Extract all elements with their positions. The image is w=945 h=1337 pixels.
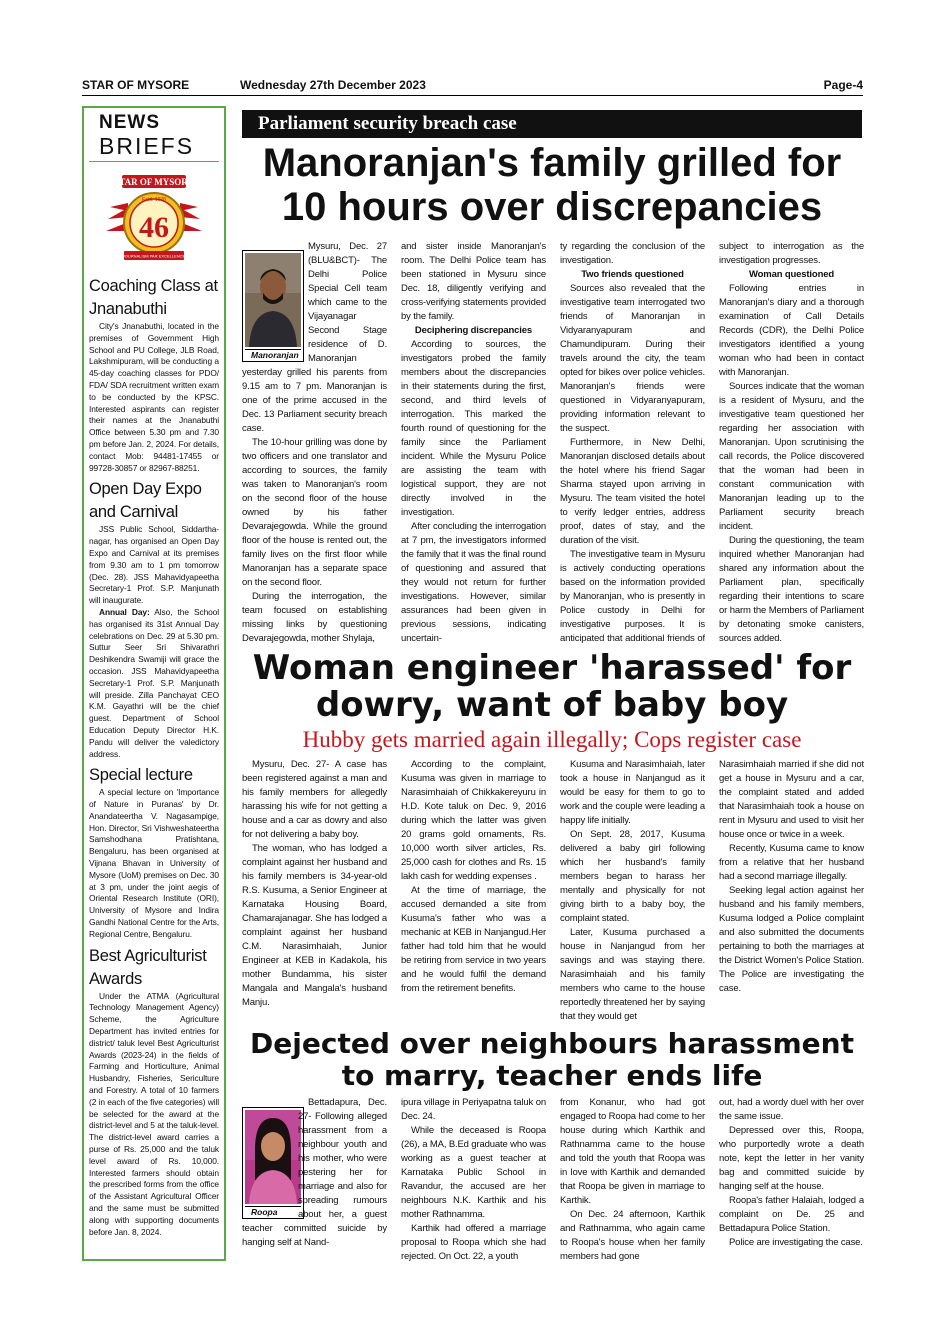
subheading: Two friends questioned bbox=[581, 269, 684, 280]
photo-caption: Roopa bbox=[245, 1206, 301, 1217]
story3-column-4 bbox=[719, 1096, 864, 1266]
paragraph: out, had a wordy duel with her over the same issue. bbox=[719, 1097, 864, 1122]
paragraph: After concluding the interrogation at 7 pm, the investigators informed the family that it was the final round of questioning and assured that they would not return for further investigations. However, similar assurances had been given in previous sessions, indicating uncertain- bbox=[401, 521, 546, 644]
headline-line: Dejected over neighbours harassment bbox=[250, 1027, 854, 1060]
brief-headline: Coaching Class at Jnanabuthi bbox=[89, 277, 218, 318]
paragraph: Following entries in Manoranjan's diary and a thorough examination of Call Details Records (CDR), the Delhi Police investigators identified a young woman who had been in contact with Manoranjan. bbox=[719, 283, 864, 378]
page-number: Page-4 bbox=[823, 78, 863, 92]
headline bbox=[242, 141, 862, 229]
photo-spacer bbox=[242, 1096, 298, 1219]
brief-headline: Open Day Expo and Carnival bbox=[89, 480, 202, 522]
paragraph: At the time of marriage, the accused demanded a site from Kusuma's father who was a mechanic at KEB in Nanjangud.Her father had told him that he would be retiring from service in two years and he would fulfil the demand from the retirement benefits. bbox=[401, 885, 546, 994]
news-briefs-subtitle: BRIEFS bbox=[99, 133, 195, 159]
paragraph: Recently, Kusuma came to know from a relative that her husband had a second marriage illegally. bbox=[719, 843, 864, 882]
paragraph: and sister inside Manoranjan's room. The Delhi Police team has been stationed in Mysuru since Dec. 18, diligently verifying and cross-verifying statements provided by the family. bbox=[401, 241, 546, 322]
story3-column-1 bbox=[242, 1096, 387, 1266]
story1-column-1 bbox=[242, 240, 387, 648]
paragraph: On Dec. 24 afternoon, Karthik and Rathnamma, who again came to Roopa's house when her family members had gone bbox=[560, 1209, 705, 1262]
brief-body: Under the ATMA (Agricultural Technology Management Agency) Scheme, the Agriculture Department has invited entries for district/ taluk level Best Agriculturist Awards (2023-24) in the fields of Farming and Horticulture, Animal Husbandry, Fisheries, Sericulture and Forestry. A total of 10 farmers (2 in each of the five categories) will be selected for the award at the district-level and 5 at the taluk-level. The district-level award carries a purse of Rs. 25,000 and the taluk level award of Rs. 10,000. Interested farmers should obtain the prescribed forms from the office of the Assistant Agricultural Officer and the same must be submitted along with supporting documents before Jan. 8, 2024. bbox=[89, 990, 219, 1237]
paragraph: Police are investigating the case. bbox=[729, 1237, 863, 1248]
story1-column-2 bbox=[401, 240, 546, 648]
paragraph: According to sources, the investigators probed the family members about the discrepancies in their statements during the first, second, and third levels of interrogation. This marked the fourth round of questioning for the family since the Parliament incident. While the Mysuru Police are assisting the team with logistical support, they are not directly involved in the investigation. bbox=[401, 339, 546, 518]
svg-text:Estd. 1978: Estd. 1978 bbox=[142, 197, 166, 203]
paragraph: from Konanur, who had got engaged to Roopa had come to her house during which Karthik and Rathnamma came to the house and told the youth that Roopa was in love with Karthik and demanded that Roopa be given in marriage to Karthik. bbox=[560, 1097, 705, 1206]
paragraph: Sources indicate that the woman is a resident of Mysuru, and the investigative team questioned her regarding her association with Manoranjan. Upon scrutinising the call records, the Police discovered that the woman had been in constant communication with Manoranjan leading up to the Parliament security breach incident. bbox=[719, 381, 864, 532]
paragraph: Karthik had offered a marriage proposal to Roopa which she had rejected. On Oct. 22, a youth bbox=[401, 1223, 546, 1262]
anniversary-logo-icon bbox=[104, 167, 204, 269]
paragraph bbox=[242, 240, 387, 436]
headline-line: 10 hours over discrepancies bbox=[281, 185, 823, 229]
paragraph: ipura village in Periyapatna taluk on Dec. 24. bbox=[401, 1097, 546, 1122]
story1-column-3 bbox=[560, 240, 705, 648]
paragraph: On Sept. 28, 2017, Kusuma delivered a baby girl following which her husband's family members began to harass her mentally and physically for not giving birth to a baby boy, the complaint stated. bbox=[560, 829, 705, 924]
headline bbox=[242, 650, 862, 724]
story1-column-4 bbox=[719, 240, 864, 648]
headline-line: Manoranjan's family grilled for bbox=[262, 141, 842, 185]
story2-column-4 bbox=[719, 758, 864, 1026]
story3-column-2 bbox=[401, 1096, 546, 1266]
brief-text: Also, the School has organised its 31st Annual Day celebrations on Dec. 29 at 5.30 pm. Suttur Seer Sri Shivarathri Deshikendra Swamiji will grace the occasion. JSS Mahavidyapeetha Secretary-1 Prof. S.P. Manjunath will preside. Zilla Panchayat CEO K.M. Gayathri will be the chief guest. Department of School Education Deputy Director H.K. Pandu will deliver the valedictory address. bbox=[89, 606, 220, 759]
brief-body: JSS Public School, Siddartha-nagar, has organised an Open Day Expo and Carnival at its premises from 9.30 am to 1 pm tomorrow (Dec. 28). JSS Mahavidyapeetha Secretary-1 Prof. S.P. Manjunath will inaugurate. bbox=[89, 524, 219, 606]
svg-text:JOURNALISM PAR EXCELLENCE: JOURNALISM PAR EXCELLENCE bbox=[122, 253, 186, 259]
brief-headline: Best Agriculturist Awards bbox=[89, 946, 207, 988]
paragraph: Kusuma and Narasimhaiah, later took a house in Nanjangud as it would be easy for them to go to work and the couple were leading a happy life initially. bbox=[560, 759, 705, 826]
issue-date: Wednesday 27th December 2023 bbox=[240, 78, 426, 92]
story2-column-1 bbox=[242, 758, 387, 1026]
paragraph: According to the complaint, Kusuma was given in marriage to Narasimhaiah of Chikkakereyuru in H.D. Kote taluk on Dec. 9, 2016 during which the latter was given 20 grams gold ornaments, Rs. 10,000 worth silver articles, Rs. 25,000 cash for clothes and Rs. 15 lakh cash for wedding expenses . bbox=[401, 759, 546, 882]
paragraph: The woman, who has lodged a complaint against her husband and his family members is 34-year-old R.S. Kusuma, a Senior Engineer at Karnataka Housing Board, Chamarajanagar. She has lodged a complaint against her husband C.M. Narasimhaiah, Junior Engineer at KEB in Kadakola, his mother Bundamma, his sister Mangala and Mangala's husband Manju. bbox=[242, 843, 387, 1008]
news-briefs-sidebar bbox=[82, 106, 226, 1261]
brief-body: City's Jnanabuthi, located in the premises of Government High School and PU College, JLB Road, Lakshmipuram, will be conducting a 45-day coaching classes for PDO/ FDA/ SDA recruitment written exam to be conducted by the KPSC. Interested aspirants can register their names at the Jnanabuthi Office between 5.30 pm and 7.30 pm before Jan. 2, 2024. For details, contact Mob: 94481-17455 or 99728-30857 or 82967-88251. bbox=[89, 321, 219, 473]
subheading: Woman questioned bbox=[748, 269, 835, 280]
news-briefs-title: NEWS bbox=[99, 112, 160, 133]
paragraph: subject to interrogation as the investigation progresses. bbox=[719, 241, 864, 266]
svg-text:STAR OF MYSORE: STAR OF MYSORE bbox=[114, 177, 194, 187]
red-subheadline: Hubby gets married again illegally; Cops register case bbox=[302, 727, 802, 752]
divider bbox=[89, 161, 219, 162]
photo-caption: Manoranjan bbox=[245, 349, 301, 360]
paragraph: During the interrogation, the team focused on establishing missing links by questioning Devarajegowda, mother Shylaja, bbox=[242, 591, 387, 644]
paragraph: Seeking legal action against her husband and his family members, Kusuma lodged a Police complaint and also submitted the documents pertaining to both the marriages at the District Women's Police Station. The Police are investigating the case. bbox=[719, 885, 864, 994]
paragraph: Furthermore, in New Delhi, Manoranjan disclosed details about the hotel where his friend Sagar Sharma stayed upon arriving in Mysuru. The team visited the hotel to verify ledger entries, address proof, dates of stay, and the duration of the visit. bbox=[560, 437, 705, 546]
headline-line: Woman engineer 'harassed' for bbox=[252, 648, 852, 688]
paragraph: While the deceased is Roopa (26), a MA, B.Ed graduate who was working as a guest teacher at Karnataka Public School in Ravandur, the accused are her neighbours N.K. Karthik and his mother Rathnamma. bbox=[401, 1125, 546, 1220]
subheading: Deciphering discrepancies bbox=[414, 325, 533, 336]
paragraph: Mysuru, Dec. 27- A case has been registered against a man and his family members for allegedly harassing his wife for not getting a house and a car as dowry and also for not delivering a baby boy. bbox=[242, 759, 387, 840]
paragraph: Depressed over this, Roopa, who purportedly wrote a death note, kept the letter in her vanity bag and committed suicide by hanging self at the house. bbox=[719, 1125, 864, 1192]
story2-column-3 bbox=[560, 758, 705, 1026]
headline bbox=[242, 1028, 862, 1092]
svg-text:46: 46 bbox=[139, 211, 169, 244]
headline-line: dowry, want of baby boy bbox=[315, 685, 789, 725]
paragraph: Roopa's father Halaiah, lodged a complaint on De. 25 and Bettadapura Police Station. bbox=[719, 1195, 864, 1234]
story-kicker: Parliament security breach case bbox=[242, 110, 862, 138]
brief-headline: Special lecture bbox=[89, 766, 193, 785]
story3-column-3 bbox=[560, 1096, 705, 1266]
headline-line: to marry, teacher ends life bbox=[341, 1059, 763, 1092]
paragraph: ty regarding the conclusion of the investigation. bbox=[560, 241, 705, 266]
dateline-text: Bettadapura, Dec. 27- Following alleged harassment from a neighbour youth and his mother, who were pestering her for marriage and also for spreading rumours about her, a guest teacher committed suicide by hanging self at Nand- bbox=[242, 1097, 387, 1248]
paragraph bbox=[242, 1096, 387, 1250]
paragraph: Narasimhaiah married if she did not get a house in Mysuru and a car, the complaint stated and added that Narasimhaiah took a house on rent in Mysuru and used to visit her house once or twice in a week. bbox=[719, 759, 864, 840]
paragraph: The investigative team in Mysuru is actively conducting operations based on the information provided by Manoranjan, who is presently in Police custody in Delhi for investigative purposes. It is anticipated that additional friends of bbox=[560, 549, 705, 644]
brief-lead: Annual Day: bbox=[99, 606, 150, 617]
story2-column-2 bbox=[401, 758, 546, 1026]
dateline-text: Mysuru, Dec. 27 (BLU&BCT)- The Delhi Police Special Cell team which came to the Vijayanagar Second Stage residence of D. Manoranjan yesterday grilled his parents from 9.15 am to 7 pm. Manoranjan is one of the prime accused in the Dec. 13 Parliament security breach case. bbox=[242, 241, 387, 434]
paragraph: Later, Kusuma purchased a house in Nanjangud from her savings and was staying there. Narasimhaiah and his family members who came to the house reportedly threatened her by saying that they would get bbox=[560, 927, 705, 1022]
photo-spacer bbox=[242, 240, 308, 366]
masthead bbox=[82, 76, 863, 96]
brief-body: A special lecture on 'Importance of Nature in Puranas' by Dr. Anandateertha V. Nagasampige, Hon. Director, Sri Vishweshateertha Samshodhana Pratishtana, Bengaluru, has been organised at Vijnana Bhavan in University of Mysore (UoM) premises on Dec. 30 at 3 pm, under the joint aegis of Oriental Research Institute (ORI), University of Mysore and Indira Gandhi National Centre for the Arts, Regional Centre, Bengaluru. bbox=[89, 787, 219, 939]
brief-body bbox=[89, 607, 219, 760]
paragraph: The 10-hour grilling was done by two officers and one translator and according to sources, the family was taken to Manoranjan's room on the second floor of the house owned by his father Devarajegowda. While the ground floor of the house is rented out, the family lives on the first floor while Manoranjan has a separate space on the second floor. bbox=[242, 437, 387, 588]
paper-name: STAR OF MYSORE bbox=[82, 78, 190, 92]
paragraph: Sources also revealed that the investigative team interrogated two friends of Manoranjan in Vidyaranyapuram and Chamundipuram. During their travels around the city, the team opted for bikes over police vehicles. Manoranjan's friends were questioned in Vidyaranyapuram, providing information relevant to the suspect. bbox=[560, 283, 705, 434]
paragraph: During the questioning, the team inquired whether Manoranjan had shared any information about the Parliament plan, specifically regarding their intentions to scare or harm the Members of Parliament by detonating smoke canisters, sources added. bbox=[719, 535, 864, 644]
